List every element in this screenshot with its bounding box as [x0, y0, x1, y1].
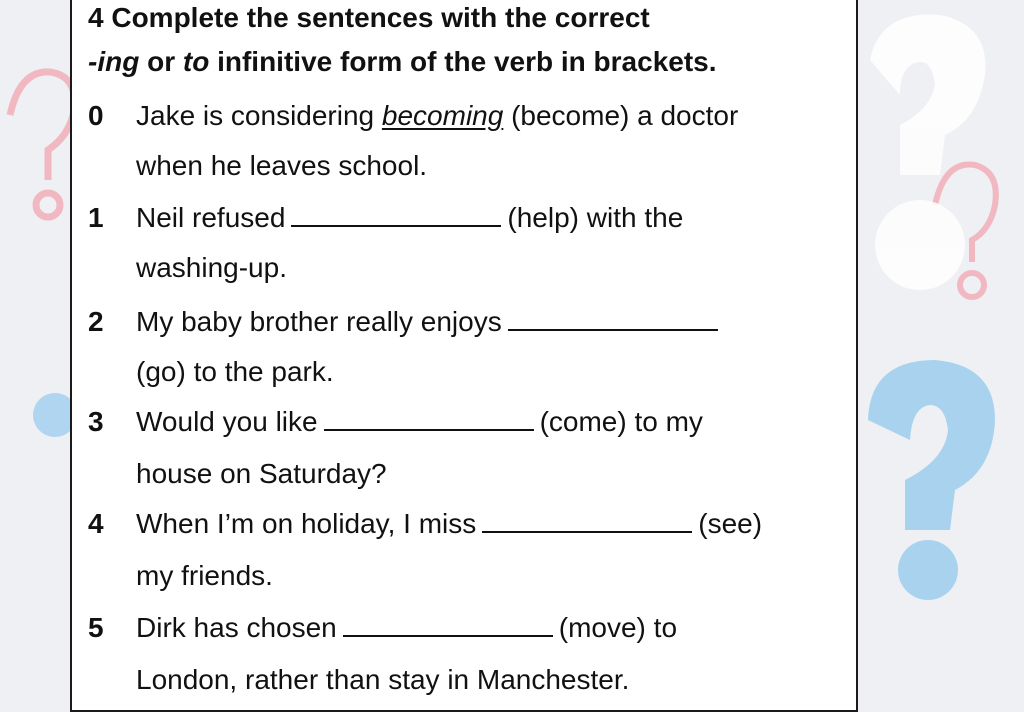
- answer-blank[interactable]: [482, 530, 692, 533]
- item-1-line1: Neil refused (help) with the: [136, 202, 684, 233]
- title-or: or: [139, 46, 183, 77]
- example-answer: becoming: [381, 100, 504, 131]
- item-number: 3: [88, 406, 104, 437]
- item-0-line2: when he leaves school.: [136, 150, 428, 181]
- item-1-line2: washing-up.: [136, 252, 287, 283]
- item-3-line1: Would you like (come) to my: [136, 406, 703, 437]
- exercise-card: [70, 0, 858, 712]
- title-ing: -ing: [88, 46, 140, 77]
- item-number: 1: [88, 202, 104, 233]
- exercise-number: 4: [88, 2, 104, 33]
- item-0-line1: Jake is considering becoming (become) a doctor: [136, 100, 739, 131]
- question-mark-icon: [10, 72, 75, 217]
- answer-blank[interactable]: [324, 428, 534, 431]
- item-4-line1: When I’m on holiday, I miss (see): [136, 508, 763, 539]
- question-mark-icon: [868, 360, 995, 600]
- item-5-line1: Dirk has chosen (move) to: [136, 612, 678, 643]
- title-rest: infinitive form of the verb in brackets.: [209, 46, 717, 77]
- answer-blank[interactable]: [508, 328, 718, 331]
- item-number: 2: [88, 306, 104, 337]
- item-number: 0: [88, 100, 104, 131]
- exercise-title-line1: Complete the sentences with the correct: [111, 2, 650, 33]
- answer-blank[interactable]: [291, 224, 501, 227]
- exercise-title: [88, 4, 650, 32]
- answer-blank[interactable]: [343, 634, 553, 637]
- question-mark-icon: [870, 15, 985, 290]
- exercise-title-line2: [88, 48, 717, 76]
- item-5-line2: London, rather than stay in Manchester.: [136, 664, 630, 695]
- item-number: 4: [88, 508, 104, 539]
- title-to: to: [182, 46, 210, 77]
- item-2-line1: My baby brother really enjoys: [136, 308, 724, 336]
- item-3-line2: house on Saturday?: [136, 458, 387, 489]
- item-4-line2: my friends.: [136, 560, 273, 591]
- item-number: 5: [88, 612, 104, 643]
- item-2-line2: (go) to the park.: [136, 356, 334, 387]
